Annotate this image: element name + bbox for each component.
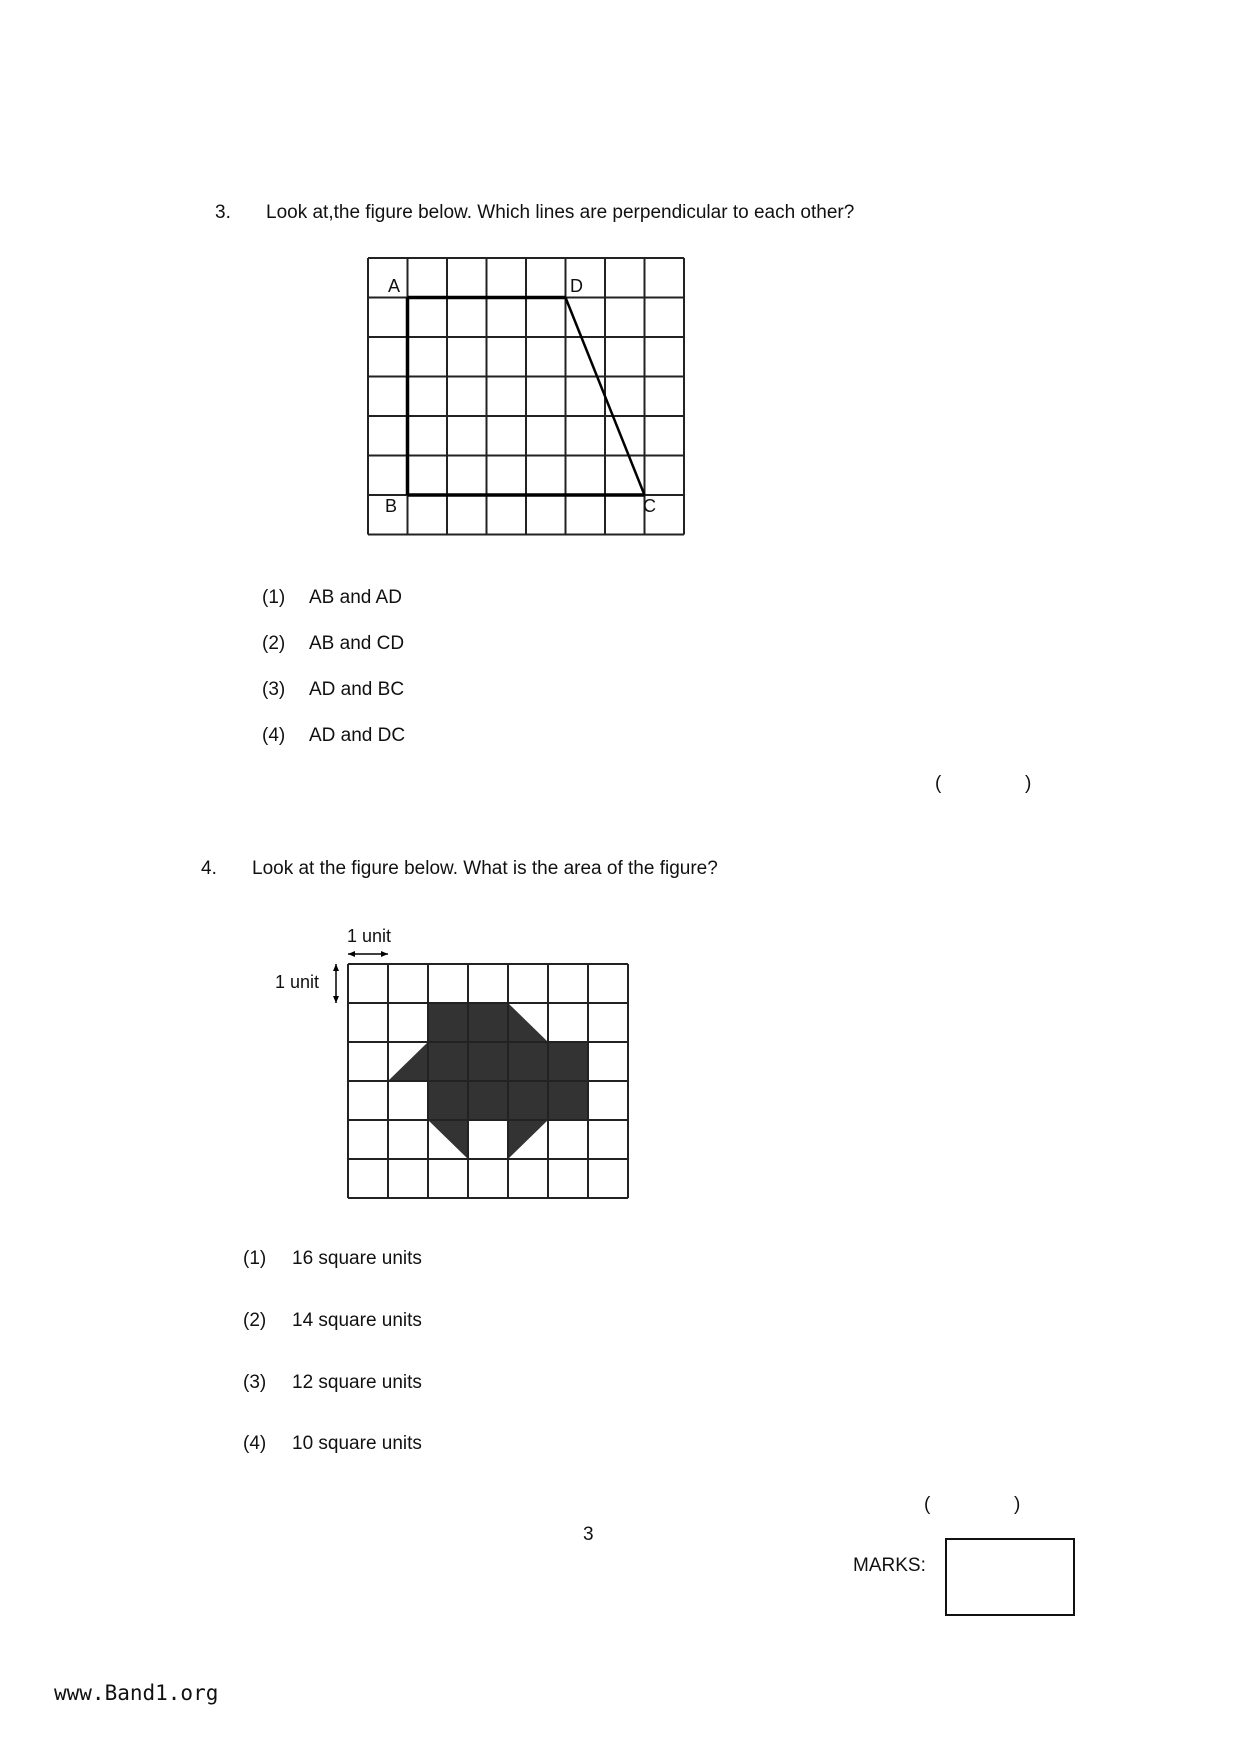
label-a: A	[388, 276, 401, 296]
arrowhead	[333, 996, 339, 1003]
arrowhead	[381, 951, 388, 957]
option-num: (2)	[262, 633, 286, 654]
arrowhead	[333, 964, 339, 971]
marks-box	[945, 1538, 1075, 1616]
option-text: 12 square units	[292, 1372, 422, 1393]
grid-figure-abcd	[368, 258, 688, 538]
grid-figure-area	[348, 964, 638, 1214]
answer-paren-open: (	[935, 773, 942, 794]
arrowhead	[348, 951, 355, 957]
option-num: (2)	[243, 1310, 267, 1331]
label-d: D	[570, 276, 583, 296]
option-num: (1)	[262, 587, 286, 608]
question-4-number: 4.	[201, 858, 217, 879]
question-4-text: Look at the figure below. What is the area of the figure?	[252, 858, 718, 879]
option-text: 10 square units	[292, 1433, 422, 1454]
page-number: 3	[583, 1524, 594, 1545]
website-watermark: www.Band1.org	[54, 1681, 219, 1705]
option-num: (4)	[243, 1433, 267, 1454]
question-3-text: Look at,the figure below. Which lines are perpendicular to each other?	[266, 202, 855, 223]
option-text: AB and AD	[309, 587, 402, 608]
option-text: AD and BC	[309, 679, 405, 700]
option-num: (1)	[243, 1248, 267, 1269]
option-text: 16 square units	[292, 1248, 422, 1269]
question-3-number: 3.	[215, 202, 231, 223]
label-b: B	[385, 496, 398, 516]
option-text: AD and DC	[309, 725, 406, 746]
option-num: (3)	[243, 1372, 267, 1393]
option-num: (3)	[262, 679, 286, 700]
label-c: C	[643, 496, 656, 516]
option-num: (4)	[262, 725, 286, 746]
answer-paren-open: (	[924, 1494, 931, 1515]
marks-label: MARKS:	[853, 1555, 926, 1576]
option-text: AB and CD	[309, 633, 405, 654]
unit-label-vertical: 1 unit	[275, 972, 320, 992]
option-text: 14 square units	[292, 1310, 422, 1331]
unit-label-horizontal: 1 unit	[347, 926, 392, 946]
answer-paren-close: )	[1014, 1494, 1021, 1515]
answer-paren-close: )	[1025, 773, 1032, 794]
